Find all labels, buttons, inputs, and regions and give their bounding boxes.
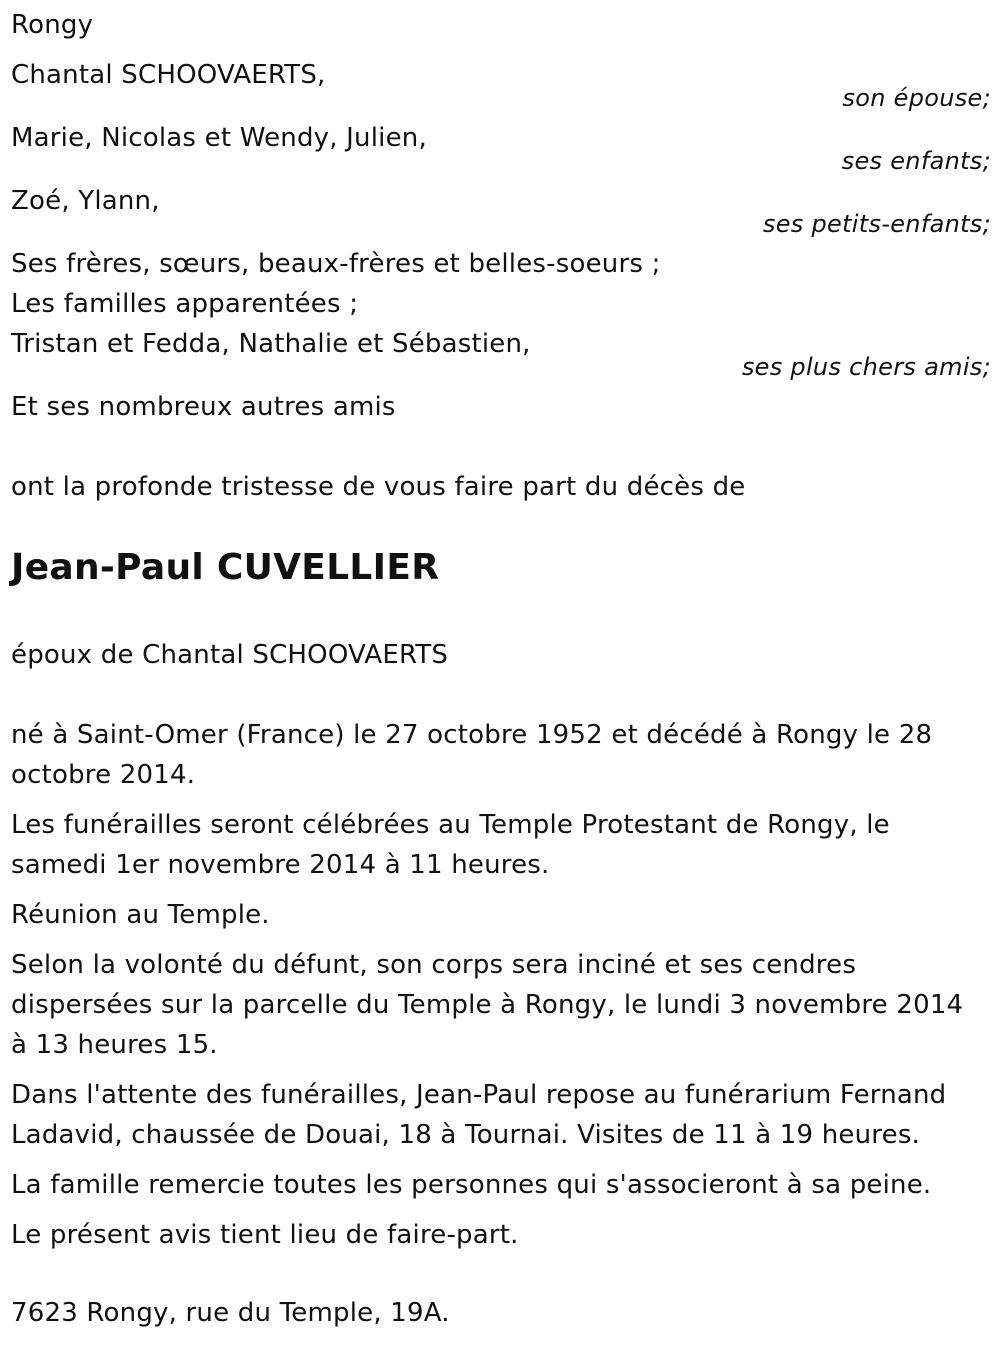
thanks-paragraph: La famille remercie toutes les personnes qui s'associeront à sa peine. <box>11 1170 932 1200</box>
siblings-line: Ses frères, sœurs, beaux-frères et belles-soeurs ; <box>11 249 661 279</box>
cremation-paragraph: Selon la volonté du défunt, son corps sera inciné et ses cendres dispersées sur la parcelle du Temple à Rongy, le lundi 3 novembre 2014 à 13 heures 15. <box>11 950 964 1060</box>
meeting-paragraph: Réunion au Temple. <box>11 900 270 930</box>
notice-body <box>11 715 986 1255</box>
spouse-relation: son épouse; <box>842 84 991 112</box>
spouse-names: Chantal SCHOOVAERTS, <box>11 60 326 90</box>
grandchildren-names: Zoé, Ylann, <box>11 186 160 216</box>
funerarium-paragraph: Dans l'attente des funérailles, Jean-Paul repose au funérarium Fernand Ladavid, chaussée de Douai, 18 à Tournai. Visites de 11 à 19 heures. <box>11 1080 947 1150</box>
families-line: Les familles apparentées ; <box>11 289 359 319</box>
children-names: Marie, Nicolas et Wendy, Julien, <box>11 123 427 153</box>
children-relation: ses enfants; <box>841 147 991 175</box>
friends-names: Tristan et Fedda, Nathalie et Sébastien, <box>11 329 531 359</box>
notice-paragraph: Le présent avis tient lieu de faire-part. <box>11 1220 519 1250</box>
funeral-paragraph: Les funérailles seront célébrées au Temple Protestant de Rongy, le samedi 1er novembre 2014 à 11 heures. <box>11 810 890 880</box>
announcement-text: ont la profonde tristesse de vous faire part du décès de <box>11 472 746 502</box>
spouse-line: époux de Chantal SCHOOVAERTS <box>11 640 449 670</box>
locality: Rongy <box>11 10 94 40</box>
grandchildren-relation: ses petits-enfants; <box>762 210 991 238</box>
deceased-name: Jean-Paul CUVELLIER <box>11 547 440 588</box>
birth-death-paragraph: né à Saint-Omer (France) le 27 octobre 1952 et décédé à Rongy le 28 octobre 2014. <box>11 720 933 790</box>
friends-relation: ses plus chers amis; <box>741 353 991 381</box>
address: 7623 Rongy, rue du Temple, 19A. <box>11 1298 450 1328</box>
other-friends-line: Et ses nombreux autres amis <box>11 392 396 422</box>
